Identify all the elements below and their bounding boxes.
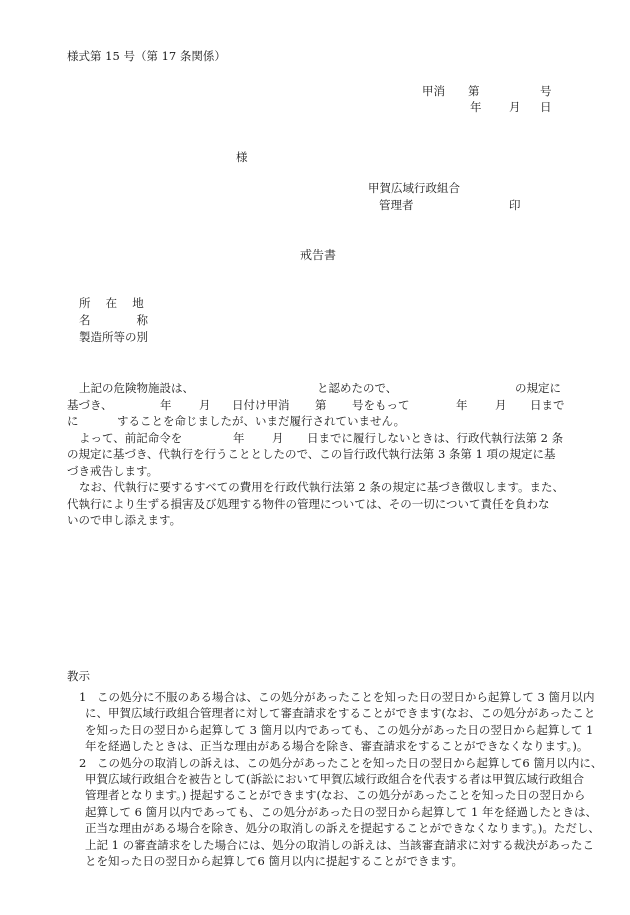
body-line-6 [67, 463, 561, 480]
body-text: づき戒告します。 [67, 463, 159, 478]
document-title: 戒告書 [300, 248, 337, 262]
body-text: 日までに履行しないときは、行政代執行法第 2 条 [307, 430, 564, 445]
notice-text: 年を経過したときは、正当な理由がある場合を除き、審査請求をすることができなくなります。)。 [85, 739, 589, 754]
body-line-7 [67, 479, 564, 496]
body-text: 基づき、 [67, 397, 113, 412]
notice-item-2 [67, 755, 603, 771]
body-text: 上記の危険物施設は、 [79, 381, 194, 395]
notice-text: 正当な理由がある場合を除き、処分の取消しの訴えを提起することができなくなります。)。ただし、 [85, 821, 600, 836]
body-text: なお、代執行に要するすべての費用を行政代執行法第 2 条の規定に基づき徴収します。また、 [79, 480, 564, 494]
notice-text: この処分に不服のある場合は、この処分があったことを知った日の翌日から起算して 3 箇月以内 [97, 690, 595, 704]
notice-item-number: 1 [79, 690, 87, 704]
body-line-8 [67, 496, 561, 513]
body-line-1 [67, 380, 561, 397]
body-line-4 [67, 430, 564, 447]
body-text: 日まで [530, 397, 565, 412]
body-text: 第 [315, 397, 327, 412]
body-text: よって、前記命令を [79, 430, 183, 445]
body-line-2 [67, 397, 565, 414]
notice-text: を知った日の翌日から起算して 3 箇月以内であっても、この処分があった日の翌日から起算して 1 [85, 722, 594, 737]
notice-text: 起算して 6 箇月以内であっても、この処分があった日の翌日から起算して 1 年を経過したときは、 [85, 804, 598, 819]
sender-organization: 甲賀広域行政組合 [368, 181, 460, 195]
date-year: 年 [470, 100, 482, 114]
date-month: 月 [509, 100, 521, 114]
date-day: 日 [540, 100, 552, 114]
body-text: 年 [160, 397, 172, 412]
body-text: 年 [233, 430, 245, 445]
body-line-9 [67, 512, 561, 529]
notice-text: とを知った日の翌日から起算して6 箇月以内に提起することができます。 [85, 853, 464, 868]
doc-go: 号 [540, 84, 552, 98]
notice-text: 甲賀広域行政組合を被告として(訴訟において甲賀広域行政組合を代表する者は甲賀広域行政組合 [85, 771, 584, 786]
body-text: 月 [199, 397, 211, 412]
body-text: することを命じましたが、いまだ履行されていません。 [117, 414, 406, 428]
body-text: の規定に [515, 381, 561, 395]
body-text: と認めたので、 [317, 381, 398, 395]
seal-mark: 印 [509, 198, 521, 212]
body-text: に [67, 414, 79, 428]
notice-item-2 [67, 820, 600, 836]
notice-text: 管理者となります。) 提起することができます(なお、この処分があったことを知った日の翌日から [85, 788, 586, 803]
doc-dai: 第 [468, 84, 480, 98]
notice-item-2 [67, 787, 586, 803]
body-text: の規定に基づき、代執行を行うこととしたので、この旨行政代執行法第 3 条第 1 項の規定に基 [67, 447, 556, 461]
notice-item-1 [67, 705, 596, 721]
warning-body [67, 380, 565, 529]
doc-prefix: 甲消 [422, 84, 445, 98]
body-line-5 [67, 446, 561, 463]
name-label: 名 称 [79, 313, 148, 327]
notice-item-2 [67, 804, 598, 820]
notice-item-1 [67, 722, 594, 738]
notice-text: 上記 1 の審査請求をした場合には、処分の取消しの訴えは、当該審査請求に対する裁決があったこ [85, 837, 595, 852]
notice-item-1 [67, 689, 595, 705]
location-label: 所 在 地 [79, 296, 144, 310]
form-number: 様式第 15 号（第 17 条関係） [67, 49, 226, 63]
notice-item-1 [67, 738, 589, 754]
body-text: 年 [456, 397, 468, 412]
body-text: 号をもって [352, 397, 410, 412]
facility-info [79, 298, 148, 349]
notice-section [67, 689, 603, 869]
notice-item-number: 2 [79, 755, 87, 770]
notice-item-2 [67, 837, 595, 853]
body-text: 月 [272, 430, 284, 445]
body-line-3 [67, 413, 561, 430]
body-text: 日付け甲消 [232, 397, 290, 412]
body-text: 月 [495, 397, 507, 412]
sender-manager-label: 管理者 [379, 198, 414, 212]
facility-type-label: 製造所等の別 [79, 330, 148, 344]
notice-heading: 教示 [67, 669, 90, 683]
body-text: いので申し添えます。 [67, 513, 182, 527]
body-text: 代執行により生ずる損害及び処理する物件の管理については、その一切について責任を負わな [67, 496, 550, 511]
notice-text: に、甲賀広域行政組合管理者に対して審査請求をすることができます(なお、この処分があったこと [85, 706, 596, 721]
notice-item-2 [67, 771, 584, 787]
notice-text: この処分の取消しの訴えは、この処分があったことを知った日の翌日から起算して6 箇月以内に、 [97, 755, 603, 770]
addressee-honorific: 様 [236, 150, 248, 164]
notice-item-2 [67, 853, 563, 869]
